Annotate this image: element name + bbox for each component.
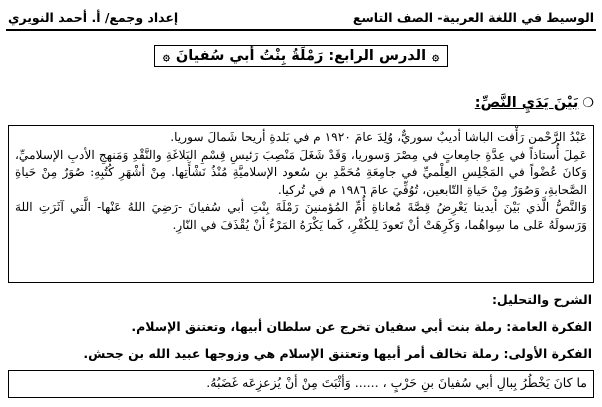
lesson-title-wrap	[0, 45, 602, 67]
ornament-star-icon: ۞	[432, 49, 440, 63]
text-paragraph: وَالنَّصُّ الَّذي بَيْنَ أيدينا يَعْرِضُ قِصَّةَ مُعاناةِ أُمِّ المُؤمنينَ رَمْلَةَ بِنْتِ أبي سُفيانَ -رَضِيَ اللهُ عَنْها- الَّتي آثَرَتِ اللهَ وَرَسولَهُ عَلى ما سِواهُما، وَكَرِهَتْ أنْ تَعودَ لِلكُفْرِ، كَما يَكْرَهُ المَرْءُ أنْ يُقْذَفَ في النّارِ.	[15, 200, 587, 232]
header-author: إعداد وجمع/ أ. أحمد النويري	[8, 9, 179, 25]
first-idea: الفكرة الأولى: رملة تخالف أمر أبيها وتعتنق الإسلام هي وزوجها عبيد الله بن جحش.	[83, 346, 592, 361]
author-text-box	[8, 125, 594, 283]
text-paragraph: عَبْدُ الرَّحْمن رَأْفت الباشا أديبٌ سوريٌّ، وُلِدَ عامَ ١٩٢٠ م في بَلدةِ أريحا شَمالَ سوريا.	[170, 130, 587, 144]
ornament-star-icon: ۞	[162, 49, 170, 63]
header-subject-title: الوسيط في اللغة العربية- الصف التاسع	[352, 9, 594, 25]
lesson-title-box	[154, 45, 448, 67]
quote-box: ما كانَ يَخْطُرُ بِبالِ أبي سُفيانَ بنِ حَرْبٍ ، ...... وَأثْبَتَ مِنْ أنْ يُزعزِعَه غَضَبُهُ.	[8, 370, 594, 398]
circle-bullet-icon: ❍	[582, 95, 594, 111]
header-divider	[6, 29, 596, 31]
text-paragraph: عَمِلَ أُستاذاً في عِدَّةِ جامِعاتٍ في مِصْرَ وَسوريا، وَقَدْ شَغَلَ مَنْصِبَ رَئيسِ قِسْمِ البَلاغَةِ والنَّقْدِ وَمَنهجِ الأدبِ الإسلاميِّ، وَكانَ عُضْواً في المَجْلِسِ العِلْميِّ في جامِعَةِ مُحَمَّدِ بنِ سُعود الإسلاميَّةِ مُنْذُ نَشْأَتِها. مِنْ أشْهَرِ كُتُبِهِ: صُوَرٌ مِنْ حَياةِ الصَّحابةِ، وَصُوَرٌ مِنْ حَياةِ التّابعين، تُوُفِّيَ عامَ ١٩٨٦ م في تُركيا.	[15, 147, 587, 197]
page-header	[8, 6, 594, 28]
section-title: بَيْنَ يَدَيِ النَّصِّ:	[474, 95, 579, 111]
general-idea: الفكرة العامة: رملة بنت أبي سفيان تخرج عن سلطان أبيها، وتعتنق الإسلام.	[131, 319, 592, 334]
section-heading	[475, 95, 594, 111]
analysis-heading: الشرح والتحليل:	[491, 292, 592, 307]
lesson-title: الدرس الرابع: رَمْلَةُ بِنْتُ أبي سُفيانَ	[175, 48, 427, 64]
